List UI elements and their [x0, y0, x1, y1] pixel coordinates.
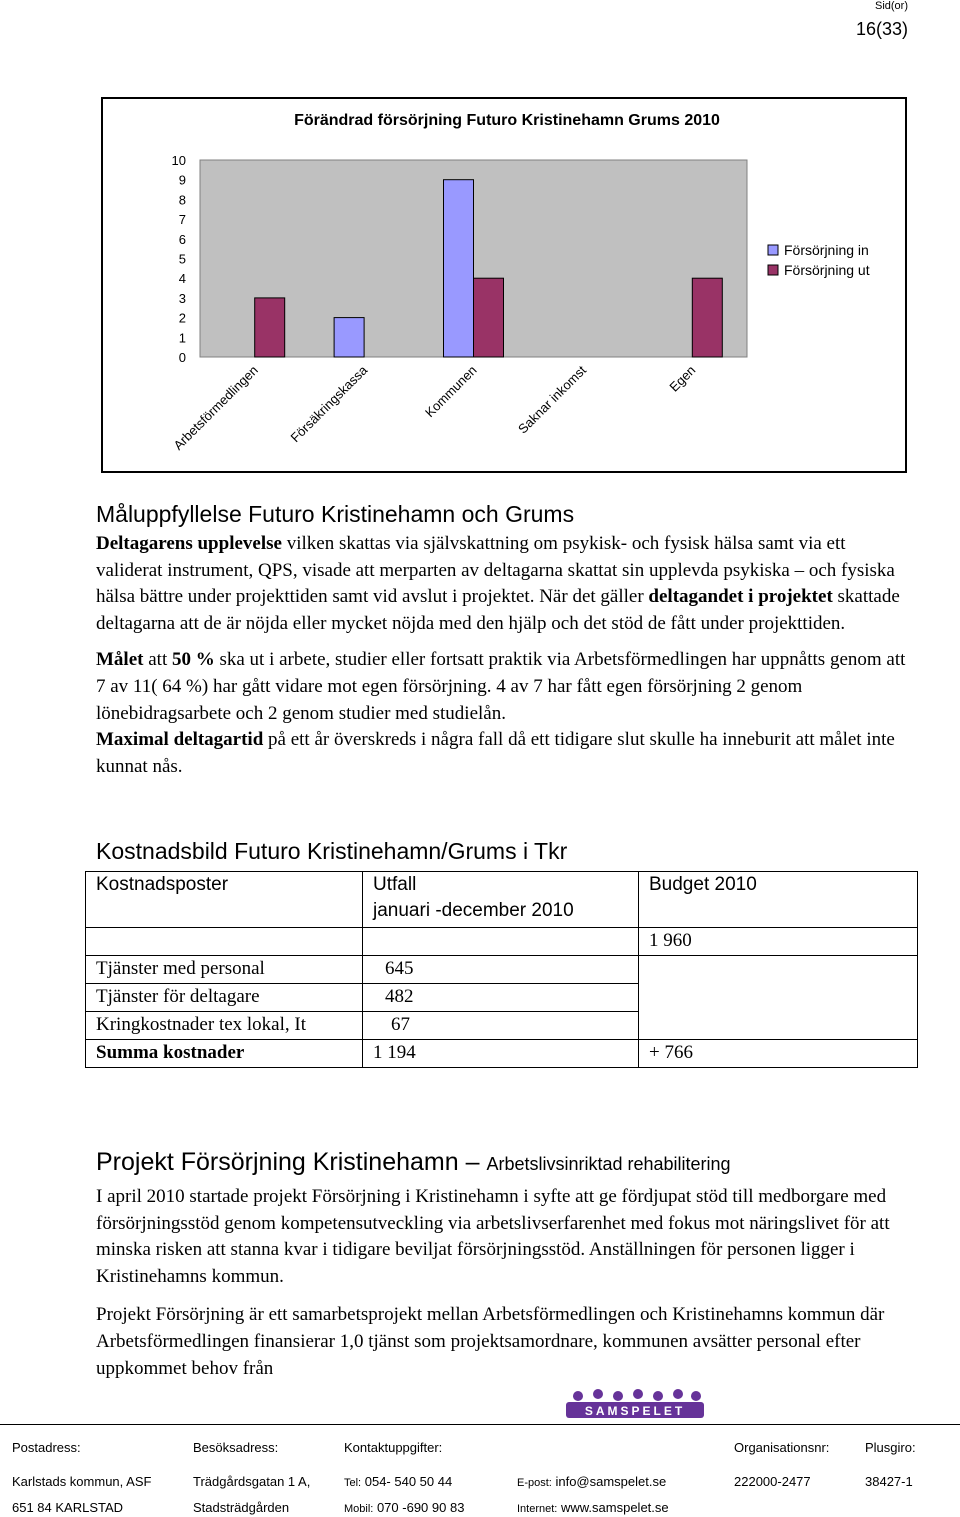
chart-title: Förändrad försörjning Futuro Kristinehamn Grums 2010 [294, 112, 720, 129]
table-cell [363, 956, 639, 984]
projekt-heading-main: Projekt Försörjning Kristinehamn [96, 1148, 459, 1176]
footer-plusgiro-label: Plusgiro: [865, 1440, 916, 1455]
text: skattade deltagarna att de är nöjda eller mycket nöjda med den hjälp och det stöd de fått under projekttiden. [96, 586, 900, 634]
footer-postadress-line2: 651 84 KARLSTAD [12, 1500, 124, 1515]
bar-ut [255, 298, 285, 357]
bar-chart [103, 99, 905, 471]
bar-in [334, 318, 364, 357]
malupp-paragraph-3 [96, 727, 908, 780]
kostnad-heading-wrap [96, 837, 908, 865]
bar-in [444, 180, 474, 357]
footer-mobil [344, 1500, 464, 1515]
table-cell [363, 928, 639, 956]
table-cell [363, 1040, 639, 1068]
table-row [86, 1040, 918, 1068]
footer-divider [0, 1424, 960, 1425]
text-strong: deltagandet i projektet [648, 586, 833, 608]
budget-value: 1 960 [649, 930, 692, 951]
table-header-cell [86, 872, 363, 928]
y-tick-label: 6 [178, 231, 186, 247]
table-row [86, 872, 918, 928]
internet-link[interactable]: www.samspelet.se [557, 1500, 669, 1515]
row-value: 645 [385, 958, 414, 979]
page-label: Sid(or) [874, 0, 908, 12]
text-strong: 50 % [171, 649, 215, 671]
malupp-paragraph-2 [96, 647, 908, 727]
bar-ut [692, 278, 722, 357]
text-strong: Maximal deltagartid [96, 729, 264, 751]
table-cell [86, 984, 363, 1012]
table-row [86, 956, 918, 984]
x-tick-label: Försäkringskassa [287, 362, 371, 446]
kostnad-heading: Kostnadsbild Futuro Kristinehamn/Grums i Tkr [96, 838, 568, 864]
table-cell [639, 956, 918, 984]
footer-postadress-line1: Karlstads kommun, ASF [12, 1474, 152, 1489]
text: att [143, 649, 172, 671]
epost-link[interactable]: info@samspelet.se [551, 1474, 667, 1489]
chart-frame [101, 97, 907, 473]
col1-header: Kostnadsposter [96, 874, 229, 895]
col3-header: Budget 2010 [649, 874, 757, 895]
text-strong: Målet [96, 649, 144, 671]
mobil-label: Mobil: [344, 1503, 374, 1515]
legend-label: Försörjning in [784, 242, 869, 258]
y-tick-label: 3 [178, 290, 186, 306]
row-value: 482 [385, 986, 414, 1007]
y-tick-label: 10 [171, 153, 186, 168]
text: ska ut i arbete, studier eller fortsatt praktik via Arbetsförmedlingen har uppnåtts genom att 7 av 11( 64 %) har gått vidare mot egen försörjning. 4 av 7 har fått egen försörjning 2 genom lönebidragsarbete och 2 genom studier med studielån. [96, 649, 906, 724]
chart-legend [768, 242, 870, 278]
table-cell [639, 984, 918, 1012]
y-tick-label: 4 [178, 271, 186, 287]
page-header [856, 0, 908, 40]
x-tick-label: Egen [666, 362, 699, 395]
table-header-cell [363, 872, 639, 928]
projekt-heading-dash: – [458, 1148, 487, 1176]
y-axis-ticks [172, 153, 186, 365]
table-cell [639, 1040, 918, 1068]
table-cell [86, 1040, 363, 1068]
y-tick-label: 8 [178, 192, 186, 208]
table-row [86, 1012, 918, 1040]
table-cell [86, 1012, 363, 1040]
row-label: Tjänster för deltagare [96, 986, 260, 1007]
text: på ett år överskreds i några fall då ett tidigare slut skulle ha inneburit att målet inte kunnat nås. [96, 729, 895, 777]
y-tick-label: 1 [178, 330, 186, 346]
mobil-value: 070 -690 90 83 [373, 1500, 465, 1515]
projekt-paragraph-2: Projekt Försörjning är ett samarbetsprojekt mellan Arbetsförmedlingen och Kristinehamns kommun där Arbetsförmedlingen finansierar 1,0 tjänst som projektsamordnare, kommunen avsätter personal efter uppkommet behov från [96, 1304, 885, 1379]
legend-label: Försörjning ut [784, 262, 870, 278]
footer-org-value: 222000-2477 [734, 1474, 811, 1489]
internet-label: Internet: [517, 1503, 558, 1515]
bar-ut [474, 278, 504, 357]
malupp-heading: Måluppfyllelse Futuro Kristinehamn och Grums [96, 501, 575, 527]
epost-label: E-post: [517, 1477, 552, 1489]
table-row [86, 928, 918, 956]
x-axis-labels [170, 362, 698, 453]
text: vilken skattas via självskattning om psykisk- och fysisk hälsa samt via ett validerat instrument, QPS, visade att merparten av deltagarna skattat sin upplevda psykiska – och fysiska hälsa bättre under projekttiden samt vid avslut i projektet. När det gäller [96, 533, 895, 608]
x-tick-label: Kommunen [422, 362, 480, 421]
tel-label: Tel: [344, 1477, 362, 1489]
projekt-paragraph-1: I april 2010 startade projekt Försörjning i Kristinehamn i syfte att ge fördjupat stöd till medborgare med försörjningsstöd genom kompetensutveckling via arbetslivserfarenhet med fokus mot näringslivet för att minska risken att stanna kvar i tidigare beviljat försörjningsstöd. Anställningen för personen ligger i Kristinehamns kommun. [96, 1186, 890, 1287]
table-cell [86, 928, 363, 956]
cost-table [85, 871, 918, 1068]
footer-besok-line1: Trädgårdsgatan 1 A, [193, 1474, 311, 1489]
y-tick-label: 2 [178, 310, 186, 326]
budget-cell [639, 928, 918, 956]
sum-diff: + 766 [649, 1042, 693, 1063]
text-strong: Deltagarens upplevelse [96, 533, 282, 554]
legend-swatch [768, 245, 778, 255]
projekt-heading [96, 1146, 908, 1180]
projekt-heading-sub: Arbetslivsinriktad rehabilitering [486, 1154, 731, 1174]
sum-value: 1 194 [373, 1042, 416, 1063]
footer-besok-line2: Stadsträdgården [193, 1500, 290, 1515]
legend-swatch [768, 265, 778, 275]
footer-plusgiro-value: 38427-1 [865, 1474, 913, 1489]
footer-tel [344, 1474, 452, 1489]
table-row [86, 984, 918, 1012]
logo-figures [573, 1389, 701, 1401]
projekt-section [96, 1146, 908, 1382]
y-tick-label: 7 [178, 212, 186, 228]
col2-header-line2: januari -december 2010 [373, 900, 574, 921]
row-label: Tjänster med personal [96, 958, 265, 979]
samspelet-logo [560, 1388, 710, 1424]
col2-header-line1: Utfall [373, 874, 417, 895]
page-number: 16(33) [855, 19, 908, 39]
logo-text: SAMSPELET [584, 1404, 686, 1418]
malupp-paragraph-1 [96, 531, 908, 637]
x-tick-label: Saknar inkomst [515, 362, 590, 437]
table-cell [363, 1012, 639, 1040]
row-label: Kringkostnader tex lokal, It [96, 1014, 307, 1035]
y-tick-label: 9 [178, 172, 186, 188]
tel-value: 054- 540 50 44 [361, 1474, 453, 1489]
sum-label: Summa kostnader [96, 1042, 245, 1063]
y-tick-label: 0 [178, 350, 186, 365]
table-cell [363, 984, 639, 1012]
footer-kontakt-label: Kontaktuppgifter: [344, 1440, 443, 1455]
table-cell [639, 1012, 918, 1040]
footer-epost[interactable] [517, 1474, 666, 1489]
footer-internet[interactable] [517, 1500, 669, 1515]
footer-besok-label: Besöksadress: [193, 1440, 279, 1455]
x-tick-label: Arbetsförmedlingen [170, 362, 261, 453]
table-header-cell [639, 872, 918, 928]
footer-postadress-label: Postadress: [12, 1440, 81, 1455]
footer-org-label: Organisationsnr: [734, 1440, 830, 1455]
row-value: 67 [391, 1014, 410, 1035]
malupp-section [96, 500, 908, 780]
y-tick-label: 5 [178, 251, 186, 267]
table-cell [86, 956, 363, 984]
